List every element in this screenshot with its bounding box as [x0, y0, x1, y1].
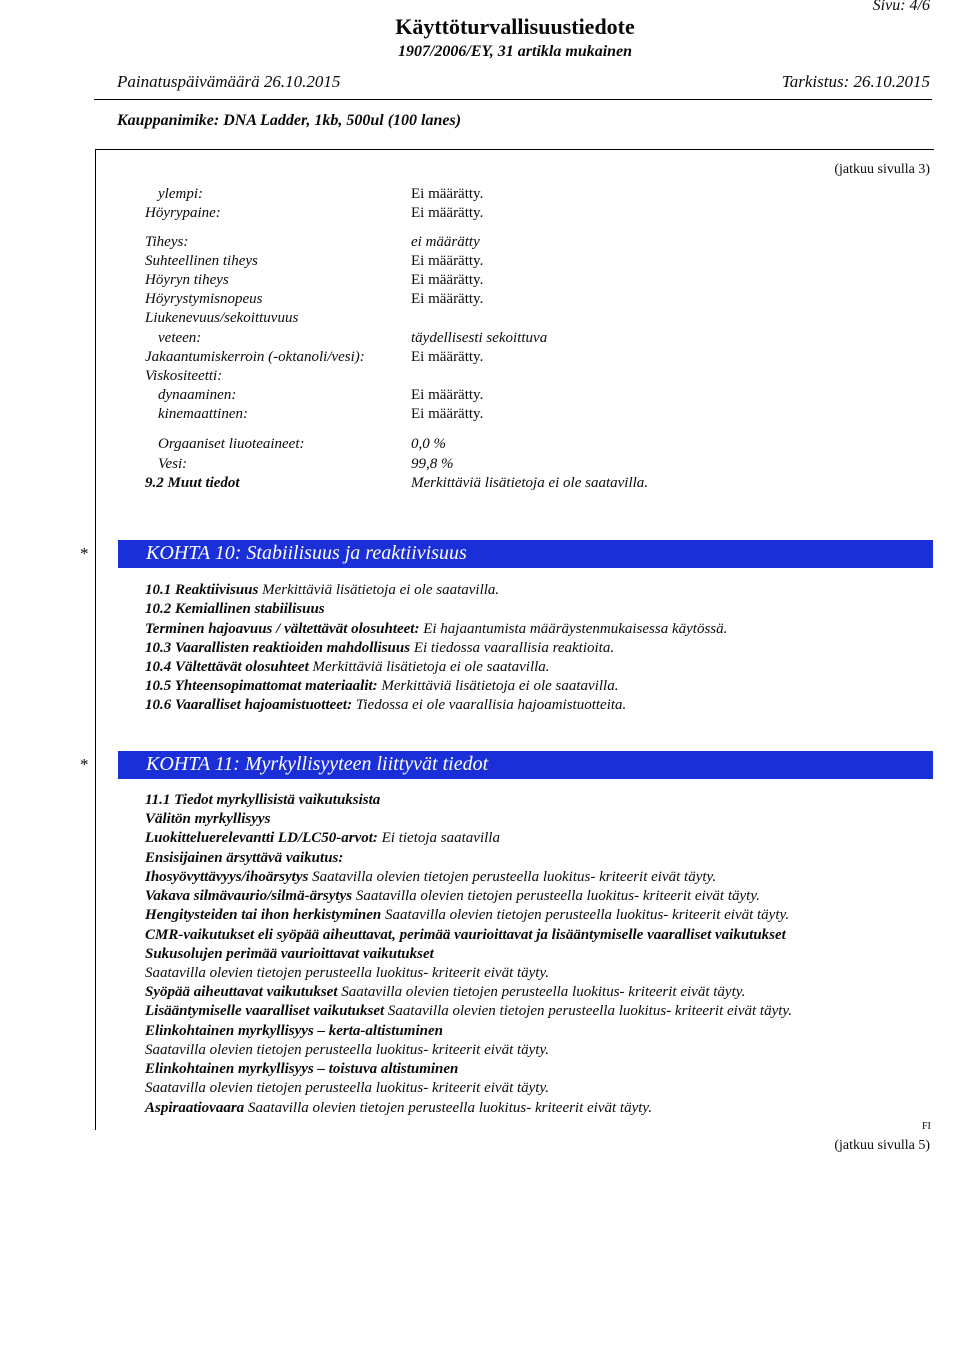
s11-carcinogenic	[145, 984, 745, 1001]
revision-date: Tarkistus: 26.10.2015	[781, 72, 930, 91]
prop-label-vapour-pressure: Höyrypaine:	[145, 205, 221, 221]
s11-stot-repeated: Elinkohtainen myrkyllisyys – toistuva altistuminen	[145, 1061, 459, 1077]
trade-name: Kauppanimike: DNA Ladder, 1kb, 500ul (100 lanes)	[117, 112, 462, 129]
s11-sensitisation-head: Hengitysteiden tai ihon herkistyminen	[145, 907, 382, 923]
prop-value-vapour-pressure: Ei määrätty.	[411, 205, 484, 221]
s10-hazardous-reactions-text: Ei tiedossa vaarallisia reaktioita.	[413, 640, 615, 656]
s11-eye-damage-head: Vakava silmävaurio/silmä-ärsytys	[145, 888, 353, 904]
s11-eye-damage-text: Saatavilla olevien tietojen perusteella luokitus- kriteerit eivät täyty.	[355, 888, 760, 904]
s10-conditions-avoid-text: Merkittäviä lisätietoja ei ole saatavilla.	[312, 659, 550, 675]
section10-title: KOHTA 10: Stabiilisuus ja reaktiivisuus	[146, 542, 467, 564]
s11-ld-lc50	[145, 830, 500, 847]
s10-decomposition-text: Tiedossa ei ole vaarallisia hajoamistuotteita.	[355, 697, 627, 713]
prop-value-partition: Ei määrätty.	[411, 349, 484, 365]
prop-label-dynamic: dynaaminen:	[158, 387, 237, 403]
s11-stot-single: Elinkohtainen myrkyllisyys – kerta-altistuminen	[145, 1023, 443, 1039]
s11-germ-cell: Sukusolujen perimää vaurioittavat vaikutukset	[145, 946, 434, 962]
s10-reactivity-text: Merkittäviä lisätietoja ei ole saatavilla.	[262, 582, 500, 598]
s10-decomposition	[145, 697, 626, 714]
prop-label-density: Tiheys:	[145, 234, 189, 250]
s10-reactivity-head: 10.1 Reaktiivisuus	[145, 582, 259, 598]
s10-stability: 10.2 Kemiallinen stabiilisuus	[145, 601, 325, 617]
page-number: Sivu: 4/6	[872, 0, 930, 14]
prop-label-other-info: 9.2 Muut tiedot	[145, 475, 240, 491]
prop-label-solubility: Liukenevuus/sekoittuvuus	[145, 310, 299, 326]
header-rule	[94, 99, 932, 100]
s11-cmr-effects: CMR-vaikutukset eli syöpää aiheuttavat, perimää vaurioittavat ja lisääntymiselle vaaralliset vaikutukset	[145, 927, 786, 943]
prop-label-water-content: Vesi:	[158, 456, 188, 472]
s11-stot-single-text: Saatavilla olevien tietojen perusteella luokitus- kriteerit eivät täyty.	[145, 1042, 550, 1058]
document-title: Käyttöturvallisuustiedote	[395, 14, 635, 39]
s10-hazardous-reactions-head: 10.3 Vaarallisten reaktioiden mahdollisuus	[145, 640, 411, 656]
prop-label-partition: Jakaantumiskerroin (-oktanoli/vesi):	[145, 349, 365, 365]
s11-skin-corrosion-head: Ihosyövyttävyys/ihoärsytys	[145, 869, 309, 885]
s10-decomposition-head: 10.6 Vaaralliset hajoamistuotteet:	[145, 697, 353, 713]
s11-ld-lc50-head: Luokitteluerelevantti LD/LC50-arvot:	[145, 830, 378, 846]
s11-reproductive-text: Saatavilla olevien tietojen perusteella luokitus- kriteerit eivät täyty.	[387, 1003, 792, 1019]
prop-value-other-info: Merkittäviä lisätietoja ei ole saatavilla.	[411, 475, 649, 491]
prop-value-kinematic: Ei määrätty.	[411, 406, 484, 422]
section11-title: KOHTA 11: Myrkyllisyyteen liittyvät tiedot	[146, 753, 489, 775]
prop-label-water: veteen:	[158, 330, 202, 346]
section11-marker: *	[80, 755, 89, 774]
s11-germ-cell-text: Saatavilla olevien tietojen perusteella luokitus- kriteerit eivät täyty.	[145, 965, 550, 981]
s11-acute-toxicity: Välitön myrkyllisyys	[145, 811, 271, 827]
prop-label-vapour-density: Höyryn tiheys	[145, 272, 229, 288]
s11-reproductive	[145, 1003, 792, 1020]
prop-label-relative-density: Suhteellinen tiheys	[145, 253, 258, 269]
s10-hazardous-reactions	[145, 640, 614, 657]
prop-label-upper: ylempi:	[158, 186, 203, 202]
s10-conditions-avoid	[145, 659, 550, 676]
s11-aspiration-text: Saatavilla olevien tietojen perusteella luokitus- kriteerit eivät täyty.	[247, 1100, 652, 1116]
prop-value-upper: Ei määrätty.	[411, 186, 484, 202]
prop-value-relative-density: Ei määrätty.	[411, 253, 484, 269]
s10-incompatible-text: Merkittäviä lisätietoja ei ole saatavilla.	[381, 678, 619, 694]
s11-ld-lc50-text: Ei tietoja saatavilla	[381, 830, 500, 846]
s10-thermal-head: Terminen hajoavuus / vältettävät olosuhteet:	[145, 621, 420, 637]
print-date: Painatuspäivämäärä 26.10.2015	[117, 72, 341, 91]
language-code: FI	[922, 1121, 931, 1132]
prop-label-kinematic: kinemaattinen:	[158, 406, 248, 422]
document-subtitle: 1907/2006/EY, 31 artikla mukainen	[397, 43, 633, 60]
s11-aspiration-head: Aspiraatiovaara	[145, 1100, 245, 1116]
s11-eye-damage	[145, 888, 760, 905]
prop-label-viscosity: Viskositeetti:	[145, 368, 223, 384]
prop-label-organic-solvents: Orgaaniset liuoteaineet:	[158, 436, 305, 452]
s11-sensitisation-text: Saatavilla olevien tietojen perusteella luokitus- kriteerit eivät täyty.	[385, 907, 790, 923]
prop-value-water-content: 99,8 %	[411, 456, 454, 472]
s10-incompatible-head: 10.5 Yhteensopimattomat materiaalit:	[145, 678, 378, 694]
s11-carcinogenic-head: Syöpää aiheuttavat vaikutukset	[145, 984, 338, 1000]
s10-conditions-avoid-head: 10.4 Vältettävät olosuhteet	[145, 659, 309, 675]
s11-reproductive-head: Lisääntymiselle vaaralliset vaikutukset	[145, 1003, 385, 1019]
s11-sensitisation	[145, 907, 789, 924]
s11-primary-irritant: Ensisijainen ärsyttävä vaikutus:	[145, 850, 344, 866]
s11-stot-repeated-text: Saatavilla olevien tietojen perusteella luokitus- kriteerit eivät täyty.	[145, 1080, 550, 1096]
prop-value-dynamic: Ei määrätty.	[411, 387, 484, 403]
s10-reactivity	[145, 582, 499, 599]
prop-label-evaporation-rate: Höyrystymisnopeus	[145, 291, 263, 307]
prop-value-organic-solvents: 0,0 %	[411, 436, 446, 452]
s11-carcinogenic-text: Saatavilla olevien tietojen perusteella luokitus- kriteerit eivät täyty.	[341, 984, 746, 1000]
section10-marker: *	[80, 544, 89, 563]
s11-skin-corrosion	[145, 869, 716, 886]
prop-value-evaporation-rate: Ei määrätty.	[411, 291, 484, 307]
s10-incompatible	[145, 678, 618, 695]
continued-to: (jatkuu sivulla 5)	[834, 1138, 930, 1153]
prop-value-density: ei määrätty	[411, 234, 480, 250]
continued-from: (jatkuu sivulla 3)	[834, 162, 930, 177]
s11-skin-corrosion-text: Saatavilla olevien tietojen perusteella luokitus- kriteerit eivät täyty.	[312, 869, 717, 885]
prop-value-vapour-density: Ei määrätty.	[411, 272, 484, 288]
s11-toxic-effects: 11.1 Tiedot myrkyllisistä vaikutuksista	[145, 792, 381, 808]
s10-thermal-text: Ei hajaantumista määräystenmukaisessa käytössä.	[423, 621, 728, 637]
s10-thermal	[145, 621, 727, 638]
s11-aspiration	[145, 1100, 652, 1117]
prop-value-water: täydellisesti sekoittuva	[411, 330, 548, 346]
